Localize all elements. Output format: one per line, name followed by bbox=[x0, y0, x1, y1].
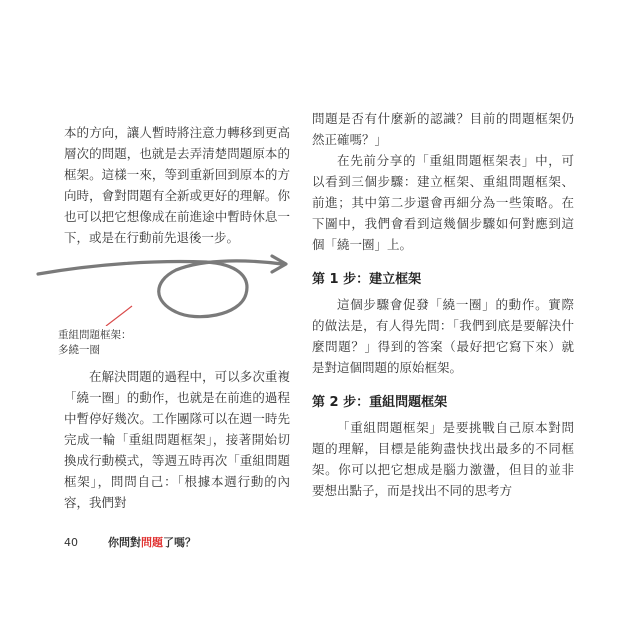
loop-arrow-figure bbox=[36, 246, 296, 326]
book-title bbox=[108, 534, 196, 550]
book-title-part-1: 你問對 bbox=[108, 536, 141, 549]
loop-arrow-path bbox=[38, 261, 282, 317]
left-paragraph-1: 本的方向，讓人暫時將注意力轉移到更高層次的問題，也就是去弄清楚問題原本的框架。這樣一來，等到重新回到原本的方向時，會對問題有全新或更好的理解。你也可以把它想像成在前進途中暫時休息一下，或是在行動前先退後一步。 bbox=[64, 125, 290, 245]
left-column-bottom bbox=[64, 366, 290, 513]
step-1-body: 這個步驟會促發「繞一圈」的動作。實際的做法是，有人得先問：「我們到底是要解決什麼問題？」得到的答案（最好把它寫下來）就是對這個問題的原始框架。 bbox=[312, 297, 574, 375]
step-1-heading: 第 1 步：建立框架 bbox=[312, 272, 422, 287]
figure-caption-line-2: 多繞一圈 bbox=[58, 344, 100, 356]
book-title-part-2: 了嗎？ bbox=[163, 536, 196, 549]
book-title-highlight: 問題 bbox=[141, 536, 163, 549]
right-column bbox=[312, 108, 574, 501]
right-paragraph-2: 在先前分享的「重組問題框架表」中，可以看到三個步驟：建立框架、重組問題框架、前進；其中第二步還會再細分為一些策略。在下圖中，我們會看到這幾個步驟如何對應到這個「繞一圈」上。 bbox=[312, 153, 574, 252]
left-paragraph-2: 在解決問題的過程中，可以多次重複「繞一圈」的動作，也就是在前進的過程中暫停好幾次。工作團隊可以在週一時先完成一輪「重組問題框架」，接著開始切換成行動模式，等週五時再次「重組問題框架」，問問自己：「根據本週行動的內容，我們對 bbox=[64, 369, 290, 510]
page-number: 40 bbox=[64, 535, 78, 549]
caption-leader-line bbox=[106, 306, 132, 326]
left-column-top bbox=[64, 122, 290, 248]
right-paragraph-1: 問題是否有什麼新的認識？目前的問題框架仍然正確嗎？」 bbox=[312, 111, 574, 147]
step-2-body: 「重組問題框架」是要挑戰自己原本對問題的理解，目標是能夠盡快找出最多的不同框架。你可以把它想成是腦力激盪，但目的並非要想出點子，而是找出不同的思考方 bbox=[312, 420, 574, 498]
step-2-heading: 第 2 步：重組問題框架 bbox=[312, 395, 448, 410]
page-footer bbox=[64, 534, 196, 550]
figure-caption bbox=[58, 328, 168, 358]
figure-caption-line-1: 重組問題框架： bbox=[58, 329, 132, 341]
